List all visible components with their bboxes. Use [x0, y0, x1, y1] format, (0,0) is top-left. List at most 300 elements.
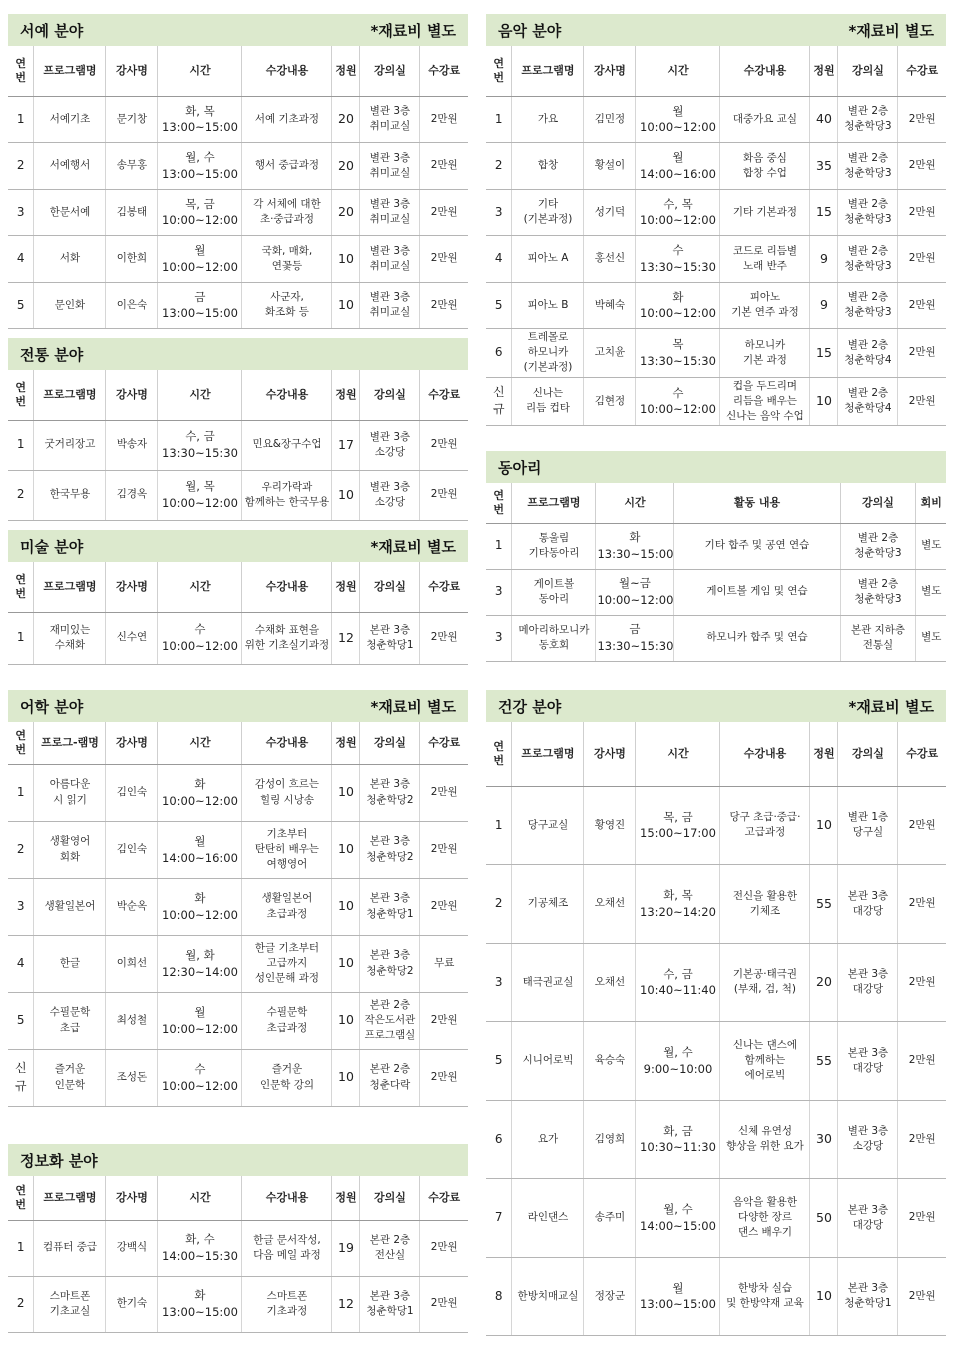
program-name: 트레몰로 하모니카 (기본과정) — [512, 329, 584, 378]
row-number: 2 — [8, 470, 34, 520]
program-name: 즐거운 인문학 — [34, 1049, 106, 1106]
section-header — [486, 451, 946, 483]
classroom: 별관 3층 취미교실 — [360, 282, 420, 329]
class-time: 수 10:00~12:00 — [158, 612, 242, 664]
row-number: 3 — [486, 569, 512, 615]
table-row — [486, 282, 946, 329]
capacity: 10 — [332, 236, 360, 283]
classroom-header: 강의실 — [360, 722, 420, 764]
fee: 2만원 — [420, 1220, 468, 1276]
row-number: 1 — [486, 96, 512, 143]
classroom: 본관 3층 대강당 — [838, 943, 898, 1022]
program-name: 시니어로빅 — [512, 1022, 584, 1101]
class-time: 금 13:00~15:00 — [158, 282, 242, 329]
table-row — [8, 470, 468, 520]
capacity: 55 — [810, 865, 838, 944]
material-fee-note: *재료비 별도 — [370, 21, 456, 40]
fee-header: 수강료 — [898, 46, 946, 96]
program-name: 서화 — [34, 236, 106, 283]
content-header: 수강내용 — [242, 722, 332, 764]
program-name: 기공체조 — [512, 865, 584, 944]
class-time: 화 10:00~12:00 — [158, 878, 242, 935]
capacity-header: 정원 — [332, 1176, 360, 1220]
program-name: 기타 (기본과정) — [512, 189, 584, 236]
classroom-header: 강의실 — [838, 46, 898, 96]
program-name-header: 프로그램명 — [34, 46, 106, 96]
row-number: 8 — [486, 1257, 512, 1336]
capacity: 10 — [332, 282, 360, 329]
material-fee-note: *재료비 별도 — [370, 697, 456, 716]
fee: 2만원 — [420, 1276, 468, 1332]
program-name: 생활영어 회화 — [34, 821, 106, 878]
classroom: 별관 3층 취미교실 — [360, 236, 420, 283]
fee: 2만원 — [420, 470, 468, 520]
row-number: 3 — [8, 189, 34, 236]
table-row — [486, 1179, 946, 1258]
instructor-name: 이희선 — [106, 935, 158, 992]
class-time: 월, 수 9:00~10:00 — [636, 1022, 720, 1101]
class-time: 수 10:00~12:00 — [158, 1049, 242, 1106]
table-row — [486, 615, 946, 661]
section-header — [8, 1144, 468, 1176]
capacity: 30 — [810, 1100, 838, 1179]
section-title: 서예 분야 — [20, 21, 84, 40]
program-name: 한국무용 — [34, 470, 106, 520]
fee: 2만원 — [898, 865, 946, 944]
class-time: 월, 목 10:00~12:00 — [158, 470, 242, 520]
capacity: 40 — [810, 96, 838, 143]
it-table — [8, 1176, 468, 1333]
fee-header: 수강료 — [898, 722, 946, 786]
art-section — [8, 530, 468, 665]
program-name: 한글 — [34, 935, 106, 992]
program-name: 굿거리장고 — [34, 420, 106, 470]
calligraphy-table — [8, 46, 468, 329]
section-title: 어학 분야 — [20, 697, 84, 716]
content-header: 수강내용 — [242, 562, 332, 612]
fee: 2만원 — [898, 282, 946, 329]
fee: 2만원 — [420, 96, 468, 143]
class-content: 음악을 활용한 다양한 장르 댄스 배우기 — [720, 1179, 810, 1258]
classroom: 별관 2층 청춘학당3 — [838, 282, 898, 329]
class-content: 신나는 댄스에 함께하는 에어로빅 — [720, 1022, 810, 1101]
instructor-name: 홍선신 — [584, 236, 636, 283]
table-row — [486, 1257, 946, 1336]
class-time: 월, 수 13:00~15:00 — [158, 143, 242, 190]
class-time: 수 13:30~15:30 — [636, 236, 720, 283]
fee: 2만원 — [420, 420, 468, 470]
fee: 2만원 — [898, 96, 946, 143]
instructor-name: 김인숙 — [106, 764, 158, 821]
capacity: 10 — [332, 821, 360, 878]
capacity: 9 — [810, 236, 838, 283]
instructor-name: 강백식 — [106, 1220, 158, 1276]
class-content: 스마트폰 기초과정 — [242, 1276, 332, 1332]
classroom: 본관 3층 청춘학당1 — [838, 1257, 898, 1336]
classroom: 별관 2층 청춘학당4 — [838, 377, 898, 426]
fee-header: 수강료 — [420, 46, 468, 96]
row-number: 3 — [486, 189, 512, 236]
table-row — [8, 236, 468, 283]
program-name: 피아노 A — [512, 236, 584, 283]
instructor-name: 성기덕 — [584, 189, 636, 236]
instructor-name: 오채선 — [584, 865, 636, 944]
table-row — [486, 523, 946, 569]
instructor-name: 최성철 — [106, 992, 158, 1049]
table-row — [486, 1100, 946, 1179]
section-header — [8, 690, 468, 722]
table-row — [486, 377, 946, 426]
class-time: 월 14:00~16:00 — [158, 821, 242, 878]
program-name: 문인화 — [34, 282, 106, 329]
fee: 2만원 — [420, 612, 468, 664]
class-content: 기본공·태극권 (부채, 검, 척) — [720, 943, 810, 1022]
classroom: 별관 2층 청춘학당3 — [840, 569, 916, 615]
capacity: 20 — [332, 189, 360, 236]
capacity: 10 — [332, 935, 360, 992]
section-title: 정보화 분야 — [20, 1151, 98, 1170]
program-name: 한문서예 — [34, 189, 106, 236]
instructor-header: 강사명 — [106, 46, 158, 96]
program-name: 재미있는 수채화 — [34, 612, 106, 664]
table-row — [486, 865, 946, 944]
row-number: 2 — [8, 1276, 34, 1332]
fee: 2만원 — [898, 189, 946, 236]
row-number: 5 — [486, 282, 512, 329]
header-row — [486, 722, 946, 786]
fee-header: 수강료 — [420, 722, 468, 764]
program-name-header: 프로그램명 — [34, 370, 106, 420]
class-time: 목 13:30~15:30 — [636, 329, 720, 378]
row-number: 신 규 — [8, 1049, 34, 1106]
row-number: 6 — [486, 1100, 512, 1179]
program-name: 신나는 리듬 컵타 — [512, 377, 584, 426]
program-name: 당구교실 — [512, 786, 584, 865]
instructor-header: 강사명 — [106, 722, 158, 764]
classroom: 본관 2층 작은도서관 프로그램실 — [360, 992, 420, 1049]
time-header: 시간 — [158, 722, 242, 764]
content-header: 수강내용 — [242, 370, 332, 420]
instructor-name: 송주미 — [584, 1179, 636, 1258]
section-title: 미술 분야 — [20, 537, 84, 556]
class-time: 수, 금 10:40~11:40 — [636, 943, 720, 1022]
table-row — [486, 943, 946, 1022]
instructor-name: 황설이 — [584, 143, 636, 190]
class-time: 화, 금 10:30~11:30 — [636, 1100, 720, 1179]
row-number: 1 — [8, 420, 34, 470]
class-content: 피아노 기본 연주 과정 — [720, 282, 810, 329]
club-table — [486, 483, 946, 662]
capacity: 55 — [810, 1022, 838, 1101]
dues-header: 회비 — [916, 483, 946, 523]
class-time: 화 13:30~15:00 — [596, 523, 674, 569]
class-time: 금 13:30~15:30 — [596, 615, 674, 661]
section-header — [8, 14, 468, 46]
fee: 2만원 — [420, 821, 468, 878]
instructor-name: 한기숙 — [106, 1276, 158, 1332]
class-time: 목, 금 10:00~12:00 — [158, 189, 242, 236]
fee: 2만원 — [420, 282, 468, 329]
table-row — [8, 612, 468, 664]
program-name: 가요 — [512, 96, 584, 143]
class-content: 우리가락과 함께하는 한국무용 — [242, 470, 332, 520]
class-content: 사군자, 화조화 등 — [242, 282, 332, 329]
table-row — [486, 329, 946, 378]
program-name: 스마트폰 기초교실 — [34, 1276, 106, 1332]
capacity: 10 — [810, 377, 838, 426]
program-name: 수필문학 초급 — [34, 992, 106, 1049]
row-number: 1 — [8, 764, 34, 821]
classroom: 본관 3층 청춘학당1 — [360, 1276, 420, 1332]
fee: 2만원 — [420, 992, 468, 1049]
fee: 2만원 — [898, 1100, 946, 1179]
class-content: 신체 유연성 향상을 위한 요가 — [720, 1100, 810, 1179]
capacity: 9 — [810, 282, 838, 329]
time-header: 시간 — [158, 46, 242, 96]
class-content: 민요&장구수업 — [242, 420, 332, 470]
instructor-name: 이한희 — [106, 236, 158, 283]
activity-content: 하모니카 합주 및 연습 — [674, 615, 840, 661]
row-number: 1 — [486, 523, 512, 569]
class-time: 화, 수 14:00~15:30 — [158, 1220, 242, 1276]
table-row — [486, 786, 946, 865]
fee: 2만원 — [420, 878, 468, 935]
program-name: 컴퓨터 중급 — [34, 1220, 106, 1276]
class-time: 화 13:00~15:00 — [158, 1276, 242, 1332]
header-row — [8, 562, 468, 612]
classroom: 본관 3층 청춘학당2 — [360, 935, 420, 992]
content-header: 수강내용 — [242, 46, 332, 96]
class-content: 화음 중심 합창 수업 — [720, 143, 810, 190]
class-time: 화, 목 13:00~15:00 — [158, 96, 242, 143]
instructor-header: 강사명 — [584, 722, 636, 786]
fee: 2만원 — [420, 189, 468, 236]
table-row — [8, 143, 468, 190]
class-time: 화 10:00~12:00 — [636, 282, 720, 329]
classroom: 본관 2층 청춘다락 — [360, 1049, 420, 1106]
instructor-name: 김봉태 — [106, 189, 158, 236]
table-row — [8, 878, 468, 935]
header-row — [486, 46, 946, 96]
class-content: 생활일본어 초급과정 — [242, 878, 332, 935]
row-number: 3 — [486, 615, 512, 661]
capacity: 20 — [332, 143, 360, 190]
program-name: 요가 — [512, 1100, 584, 1179]
class-content: 대중가요 교실 — [720, 96, 810, 143]
instructor-name: 김영희 — [584, 1100, 636, 1179]
classroom: 본관 3층 청춘학당2 — [360, 764, 420, 821]
capacity-header: 정원 — [810, 722, 838, 786]
classroom: 별관 3층 취미교실 — [360, 96, 420, 143]
capacity: 15 — [810, 189, 838, 236]
program-name: 통울림 기타동아리 — [512, 523, 596, 569]
capacity: 19 — [332, 1220, 360, 1276]
header-row — [8, 46, 468, 96]
instructor-name: 이은숙 — [106, 282, 158, 329]
instructor-name: 박혜숙 — [584, 282, 636, 329]
no-header: 연 번 — [486, 46, 512, 96]
row-number: 5 — [8, 282, 34, 329]
program-name: 라인댄스 — [512, 1179, 584, 1258]
instructor-name: 김경옥 — [106, 470, 158, 520]
class-content: 감성이 흐르는 힐링 시낭송 — [242, 764, 332, 821]
fee-header: 수강료 — [420, 1176, 468, 1220]
dues: 별도 — [916, 615, 946, 661]
time-header: 시간 — [636, 722, 720, 786]
activity-content: 게이트볼 게임 및 연습 — [674, 569, 840, 615]
program-name-header: 프로그램명 — [34, 1176, 106, 1220]
music-section — [486, 14, 946, 426]
class-time: 목, 금 15:00~17:00 — [636, 786, 720, 865]
traditional-table — [8, 370, 468, 521]
class-time: 월, 수 14:00~15:00 — [636, 1179, 720, 1258]
class-content: 기타 기본과정 — [720, 189, 810, 236]
section-header — [486, 690, 946, 722]
dues: 별도 — [916, 569, 946, 615]
section-title: 동아리 — [498, 458, 542, 477]
instructor-name: 박순옥 — [106, 878, 158, 935]
classroom-header: 강의실 — [360, 1176, 420, 1220]
instructor-header: 강사명 — [106, 562, 158, 612]
classroom: 별관 1층 당구실 — [838, 786, 898, 865]
capacity: 10 — [810, 786, 838, 865]
classroom: 별관 2층 청춘학당3 — [840, 523, 916, 569]
capacity-header: 정원 — [332, 722, 360, 764]
fee: 2만원 — [898, 1179, 946, 1258]
row-number: 1 — [8, 96, 34, 143]
fee: 2만원 — [898, 1022, 946, 1101]
fee: 2만원 — [898, 1257, 946, 1336]
header-row — [8, 1176, 468, 1220]
class-time: 월 14:00~16:00 — [636, 143, 720, 190]
no-header: 연 번 — [8, 722, 34, 764]
instructor-name: 황영진 — [584, 786, 636, 865]
class-content: 서예 기초과정 — [242, 96, 332, 143]
it-section — [8, 1144, 468, 1333]
program-name: 메아리하모니카 동호회 — [512, 615, 596, 661]
fee: 2만원 — [898, 377, 946, 426]
health-table — [486, 722, 946, 1336]
capacity: 12 — [332, 1276, 360, 1332]
capacity: 10 — [332, 1049, 360, 1106]
class-time: 월, 화 12:30~14:00 — [158, 935, 242, 992]
class-content: 즐거운 인문학 강의 — [242, 1049, 332, 1106]
no-header: 연 번 — [8, 1176, 34, 1220]
program-name: 게이트볼 동아리 — [512, 569, 596, 615]
table-row — [486, 143, 946, 190]
class-time: 수 10:00~12:00 — [636, 377, 720, 426]
classroom-header: 강의실 — [360, 562, 420, 612]
program-name-header: 프로그램명 — [512, 722, 584, 786]
fee: 2만원 — [898, 943, 946, 1022]
class-time: 월 13:00~15:00 — [636, 1257, 720, 1336]
instructor-name: 정장군 — [584, 1257, 636, 1336]
time-header: 시간 — [158, 1176, 242, 1220]
instructor-name: 문기창 — [106, 96, 158, 143]
table-row — [8, 96, 468, 143]
class-time: 월~금 10:00~12:00 — [596, 569, 674, 615]
material-fee-note: *재료비 별도 — [848, 697, 934, 716]
row-number: 2 — [8, 821, 34, 878]
table-row — [486, 189, 946, 236]
fee: 2만원 — [898, 143, 946, 190]
row-number: 2 — [486, 865, 512, 944]
fee: 2만원 — [898, 329, 946, 378]
class-content: 수채화 표현을 위한 기초실기과정 — [242, 612, 332, 664]
instructor-name: 김현정 — [584, 377, 636, 426]
table-row — [486, 96, 946, 143]
instructor-header: 강사명 — [106, 1176, 158, 1220]
classroom: 본관 3층 청춘학당1 — [360, 612, 420, 664]
capacity: 50 — [810, 1179, 838, 1258]
time-header: 시간 — [596, 483, 674, 523]
program-name: 생활일본어 — [34, 878, 106, 935]
row-number: 2 — [8, 143, 34, 190]
program-name-header: 프로그램명 — [512, 483, 596, 523]
table-row — [8, 420, 468, 470]
program-name: 서예행서 — [34, 143, 106, 190]
fee: 2만원 — [898, 236, 946, 283]
classroom: 본관 지하층 전통실 — [840, 615, 916, 661]
instructor-header: 강사명 — [106, 370, 158, 420]
class-content: 한글 기초부터 고급까지 성인문해 과정 — [242, 935, 332, 992]
row-number: 3 — [8, 878, 34, 935]
table-row — [8, 282, 468, 329]
table-row — [8, 935, 468, 992]
classroom: 별관 2층 청춘학당3 — [838, 143, 898, 190]
class-content: 국화, 매화, 연꽃등 — [242, 236, 332, 283]
section-header — [486, 14, 946, 46]
capacity: 20 — [332, 96, 360, 143]
fee: 2만원 — [898, 786, 946, 865]
row-number: 5 — [8, 992, 34, 1049]
row-number: 4 — [8, 935, 34, 992]
class-content: 당구 초급·중급· 고급과정 — [720, 786, 810, 865]
no-header: 연 번 — [8, 370, 34, 420]
classroom: 별관 2층 청춘학당4 — [838, 329, 898, 378]
content-header: 수강내용 — [242, 1176, 332, 1220]
row-number: 1 — [8, 612, 34, 664]
classroom: 별관 3층 취미교실 — [360, 143, 420, 190]
program-name: 합창 — [512, 143, 584, 190]
row-number: 1 — [8, 1220, 34, 1276]
class-content: 행서 중급과정 — [242, 143, 332, 190]
row-number: 신 규 — [486, 377, 512, 426]
classroom: 별관 3층 소강당 — [838, 1100, 898, 1179]
program-name: 한방치매교실 — [512, 1257, 584, 1336]
class-time: 수, 목 10:00~12:00 — [636, 189, 720, 236]
calligraphy-section — [8, 14, 468, 329]
classroom: 본관 2층 전산실 — [360, 1220, 420, 1276]
no-header: 연 번 — [486, 483, 512, 523]
club-section — [486, 451, 946, 662]
fee: 2만원 — [420, 1049, 468, 1106]
table-row — [8, 1049, 468, 1106]
instructor-name: 김민정 — [584, 96, 636, 143]
health-section — [486, 690, 946, 1336]
no-header: 연 번 — [8, 46, 34, 96]
capacity: 10 — [332, 878, 360, 935]
no-header: 연 번 — [8, 562, 34, 612]
header-row — [8, 722, 468, 764]
class-content: 한글 문서작성, 다음 메일 과정 — [242, 1220, 332, 1276]
program-name: 아름다운 시 읽기 — [34, 764, 106, 821]
instructor-name: 고치윤 — [584, 329, 636, 378]
program-name-header: 프로그램명 — [512, 46, 584, 96]
capacity: 10 — [332, 470, 360, 520]
classroom: 별관 2층 청춘학당3 — [838, 189, 898, 236]
time-header: 시간 — [636, 46, 720, 96]
